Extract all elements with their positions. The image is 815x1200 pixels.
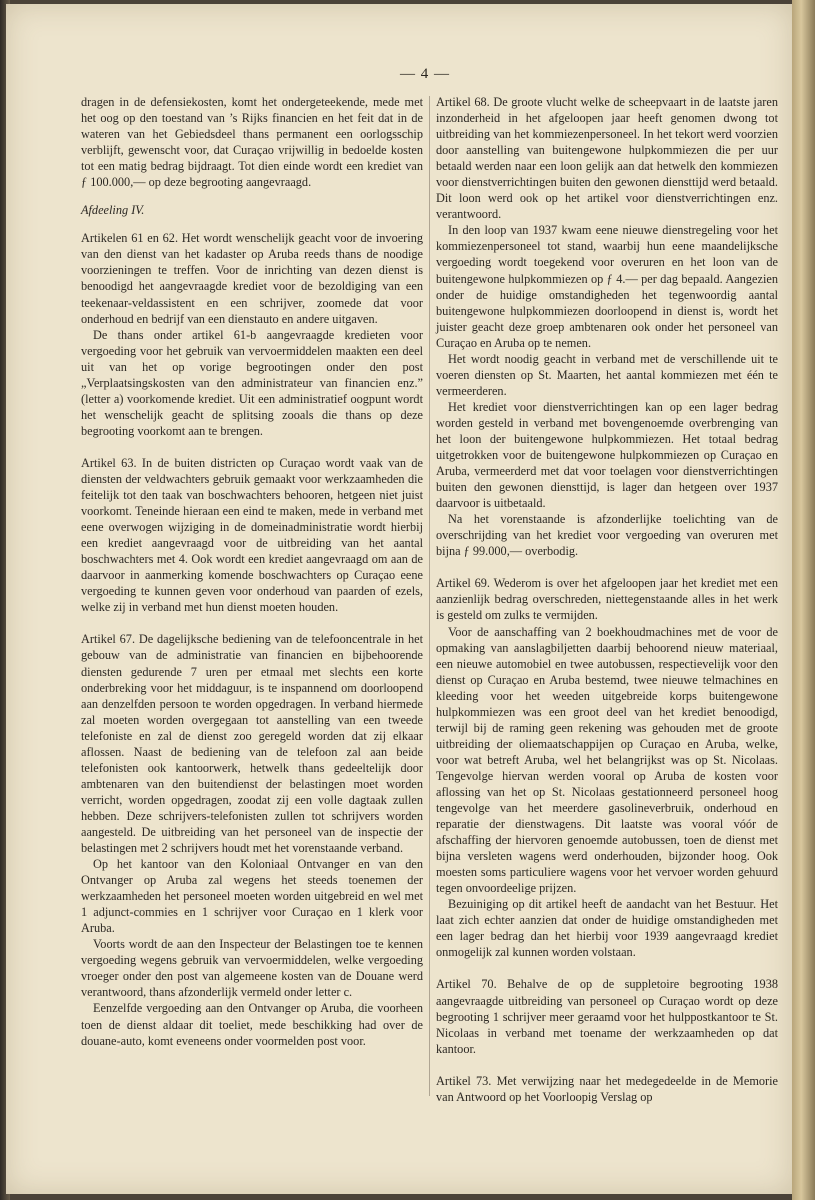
left-column-paragraph: dragen in de defensiekosten, komt het ondergeteekende, mede met het oog op den toestand van ’s Rijks financien en het feit dat in de wateren van het Gebiedsdeel thans permanent een oorlogsschip verblijft, gewenscht voor, dat Curaçao vrijwillig in bedoelde kosten tot een matig bedrag bijdraagt. Tot dien einde wordt een krediet van ƒ 100.000,— op deze begrooting aangevraagd.: [81, 95, 423, 190]
right-column-paragraph: Artikel 68. De groote vlucht welke de scheepvaart in de laatste jaren inzonderheid in het afgeloopen jaar heeft genomen dwong tot uitbreiding van het kommiezenpersoneel. In het tekort werd voorzien door aanstelling van buitengewone hulpkommiezen die per uur betaald werden naar een loon gelijk aan dat hetwelk den kommiezen voor dienstverrichtingen buiten den gewonen diensttijd werd betaald. Dit loon werd ook op het artikel voor dienstverrichtingen enz. verantwoord.: [436, 95, 778, 222]
right-column-paragraph: Na het vorenstaande is afzonderlijke toelichting van de overschrijding van het krediet voor vergoeding van overuren met bijna ƒ 99.000,— overbodig.: [436, 512, 778, 559]
left-column-paragraph: Eenzelfde vergoeding aan den Ontvanger op Aruba, die voorheen toen de dienst aldaar dit toeliet, mede beschikking had over de douane-auto, komt eveneens onder voormelden post voor.: [81, 1001, 423, 1048]
book-binding: [792, 0, 815, 1200]
right-column-paragraph: Artikel 70. Behalve de op de suppletoire begrooting 1938 aangevraagde uitbreiding van personeel op Curaçao wordt op deze begrooting 1 schrijver meer geraamd voor het hulppostkantoor te St. Nicolaas in verband met toename der werkzaamheden op dat kantoor.: [436, 977, 778, 1056]
right-column-paragraph: Bezuiniging op dit artikel heeft de aandacht van het Bestuur. Het laat zich echter aanzien dat onder de huidige omstandigheden met een lager bedrag dan het hierbij voor 1939 aangevraagd krediet onmogelijk zal kunnen worden volstaan.: [436, 897, 778, 960]
right-column-paragraph: In den loop van 1937 kwam eene nieuwe dienstregeling voor het kommiezenpersoneel tot stand, waarbij hun eene maandelijksche vergoeding wordt toegekend voor overuren en het loon van de buitengewone hulpkommiezen op ƒ 4.— per dag bepaald. Aangezien onder de huidige omstandigheden het tegenwoordig aantal buitengewone hulpkommiezen doorloopend in dienst is, wordt het juister geacht deze groep ambtenaren ook onder het personeel van Curaçao en Aruba op te nemen.: [436, 223, 778, 350]
right-column-paragraph: Artikel 69. Wederom is over het afgeloopen jaar het krediet met een aanzienlijk bedrag overschreden, niettegenstaande alles in het werk is gesteld om zulks te vermijden.: [436, 576, 778, 623]
left-column: [81, 94, 423, 1049]
left-column-paragraph: Artikelen 61 en 62. Het wordt wenschelijk geacht voor de invoering van den dienst van het kadaster op Aruba reeds thans de noodige voorzieningen te treffen. Voor de inrichting van dezen dienst is benoodigd het aangevraagde krediet voor de bezoldiging van een teekenaar-veldassistent en een schrijver, zoomede dat voor onderhoud en bedrijf van een dienstauto en andere uitgaven.: [81, 231, 423, 326]
left-column-paragraph: Op het kantoor van den Koloniaal Ontvanger en van den Ontvanger op Aruba zal wegens het steeds toenemen der werkzaamheden het personeel moeten worden uitgebreid en wel met 1 adjunct-commies en 1 schrijver voor Curaçao en 1 klerk voor Aruba.: [81, 857, 423, 936]
right-column: [436, 94, 778, 1105]
left-column-paragraph: Artikel 67. De dagelijksche bediening van de telefooncentrale in het gebouw van de administratie van financien en bijbehoorende diensten gedurende 7 uren per etmaal met slechts een korte onderbreking voor het middaguur, is te inspannend om doorloopend aan denzelfden persoon te worden opgedragen. In verband hiermede zal moeten worden overgegaan tot aanstelling van een tweede telefoniste en zal de dienst zoo geregeld worden dat zij elkaar aflossen. Naast de bediening van de telefoon zal aan beide telefonisten ook kantoorwerk, hetwelk thans gedeeltelijk door ambtenaren van den buitendienst der belastingen moet worden verricht, worden opgedragen, zoodat zij een volle dagtaak zullen hebben. Deze schrijvers-telefonisten zullen tot schrijvers worden aangesteld. De uitbreiding van het personeel van de inspectie der belastingen met 2 schrijvers houdt met het vorenstaande verband.: [81, 632, 423, 856]
left-column-paragraph: Afdeeling IV.: [81, 203, 145, 218]
column-divider: [429, 96, 430, 1096]
left-column-paragraph: Artikel 63. In de buiten districten op Curaçao wordt vaak van de diensten der veldwachters gebruik gemaakt voor werkzaamheden die feitelijk tot den taak van boschwachters behooren, hetgeen niet juist voorkomt. Teneinde hieraan een eind te maken, mede in verband met eene overwogen wijziging in de domeinadministratie wordt hierbij een krediet aangevraagd voor de uitbreiding van het aantal boschwachters met 4. Ook wordt een krediet aangevraagd om aan de daarvoor in aanmerking komende boschwachters op Curaçao eene vergoeding te kunnen geven voor onderhoud van paarden of ezels, welke zij in verband met hun dienst moeten houden.: [81, 455, 423, 615]
right-column-paragraph: Het krediet voor dienstverrichtingen kan op een lager bedrag worden gesteld in verband met bovengenoemde overbrenging van het loon der buitengewone hulpkommiezen. Het totaal bedrag uitgetrokken voor de buitengewone hulpkommiezen op Curaçao en Aruba, vermeerderd met dat voor toelagen voor dienstverrichtingen buiten den gewonen diensttijd, is lager dan hetgeen over 1937 daarvoor is uitbetaald.: [436, 399, 778, 511]
right-column-paragraph: Het wordt noodig geacht in verband met de verschillende uit te voeren diensten op St. Maarten, het aantal kommiezen met één te vermeerderen.: [436, 351, 778, 398]
right-column-paragraph: Voor de aanschaffing van 2 boekhoudmachines met de voor de opmaking van aanslagbiljetten daarbij behoorend nieuw materiaal, een nieuwe automobiel en twee autobussen, respectievelijk voor den dienst op Curaçao en Aruba bestemd, twee nieuwe telmachines en kleeding voor het weeden uitgebreide korps buitengewone hulpkommiezen was een groot deel van het krediet benoodigd, terwijl bij de raming geen rekening was gehouden met de groote uitbreiding der oliemaatschappijen op Curaçao en Aruba, welke, voor wat betreft Aruba, wel het belangrijkst was op St. Nicolaas. Tengevolge hiervan werden vooral op Aruba de kosten voor aflossing van het op St. Nicolaas gestationneerd personeel hoog tengevolge van het meerdere gasolineverbruik, onderhoud en reparatie der dienstwagens. Dit laatste was vooral vóór de afschaffing der hiervoren genoemde autobussen, toen de dienst met bijna versleten wagens werd onderhouden, bijzonder hoog. Ook moesten soms particuliere wagens voor het vervoer worden gehuurd tegen onvoordeelige prijzen.: [436, 624, 778, 896]
left-column-paragraph: Voorts wordt de aan den Inspecteur der Belastingen toe te kennen vergoeding wegens gebruik van vervoermiddelen, welke vergoeding vroeger onder den post van algemeene kosten van de Douane werd verantwoord, thans afzonderlijk vermeld onder letter c.: [81, 937, 423, 1000]
left-column-paragraph: De thans onder artikel 61-b aangevraagde kredieten voor vergoeding voor het gebruik van vervoermiddelen maakten een deel uit van het op vorige begrootingen onder den post „Verplaatsingskosten van den administrateur van financien enz.” (letter a) voorkomende krediet. Uit een administratief oogpunt wordt het wenschelijk geacht de splitsing zooals die thans op deze begrooting voorkomt aan te brengen.: [81, 327, 423, 438]
page-number: — 4 —: [400, 66, 450, 82]
right-column-paragraph: Artikel 73. Met verwijzing naar het medegedeelde in de Memorie van Antwoord op het Voorloopig Verslag op: [436, 1073, 778, 1104]
